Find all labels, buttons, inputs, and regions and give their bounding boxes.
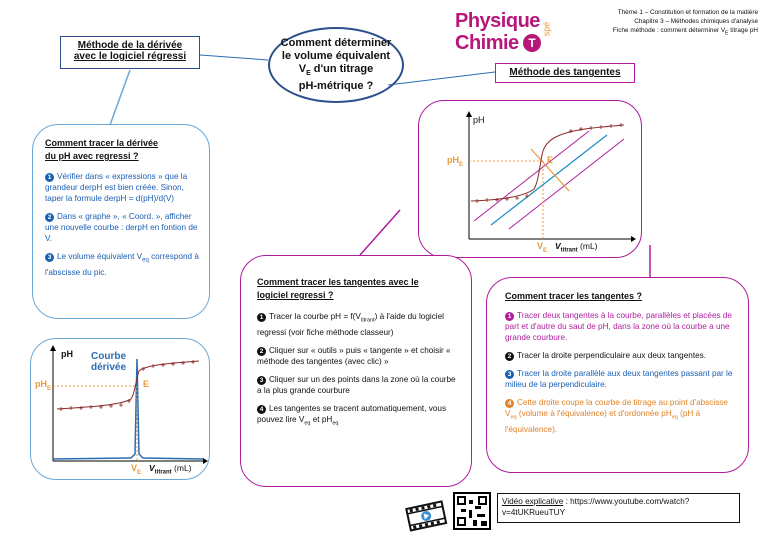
central-question [268,27,404,103]
central-question-line-2: le volume équivalent [281,50,391,62]
tangent-graph-VE: $V_E$ [537,241,548,254]
regressi-step-4: 4 Les tangentes se tracent automatiquement, vous pouvez lire $V_{eq}$ et $pH_{eq}$ [257,403,447,427]
tangents-step-2: 2 Tracer la droite perpendiculaire aux deux tangentes. [505,350,738,361]
derivative-howto-box [32,124,210,319]
logo-word-physique: Physique [455,10,540,32]
tangents-howto-title: Comment tracer les tangentes ? [505,291,643,301]
tangent-graph-E: E [547,155,554,165]
derivative-step-1: 1 Vérifier dans « expressions » que la grandeur derpH est bien créée. Sinon, taper la formule derpH = d(pH)/d(V) [45,172,188,203]
theme-line-2: Chapitre 3 – Méthodes chimiques d'analyse [634,18,758,25]
derivative-graph-phE: $pH_E$ [35,379,52,392]
tangent-graph-x-label: $V_{titrant}$ (mL) [555,241,598,254]
derivative-graph-x-label: $V_{titrant}$ (mL) [149,463,192,476]
derivative-graph-y-label: pH [61,349,73,359]
tangents-step-3: 3 Tracer la droite parallèle aux deux tangentes passant par le milieu de la perpendiculaire. [505,369,733,389]
derivative-method-title-line-1: Méthode de la dérivée [77,40,183,51]
tangents-howto-box [486,277,749,473]
logo-word-chimie: Chimie [455,32,519,54]
derivative-graph-E: E [143,379,150,389]
theme-line-3: Fiche méthode : comment déterminer $V_E$ titrage pH [612,27,758,37]
derivative-howto-title: Comment tracer la dérivée du pH avec regressi ? [45,138,159,161]
tangent-method-title: Méthode des tangentes [495,63,635,83]
video-link-box[interactable] [497,493,740,523]
qr-code-icon[interactable] [453,492,491,530]
regressi-tangents-title: Comment tracer les tangentes avec le logiciel regressi ? [257,277,419,300]
film-play-icon [404,497,448,533]
derivative-method-title-line-2: avec le logiciel régressi [73,51,187,62]
theme-line-1: Thème 1 – Constitution et formation de la matière [617,9,758,16]
central-question-line-4: pH-métrique ? [298,80,374,93]
video-url[interactable]: : https://www.youtube.com/watch?v=4tUKRueuTUY [502,497,690,517]
derivative-method-title [60,36,200,69]
derivative-legend: Courbe dérivée [91,351,127,373]
derivative-step-2: 2 Dans « graphe », « Coord. », afficher une nouvelle courbe : derpH en fontion de V. [45,212,198,243]
central-question-line-3: $V_E$ d'un titrage [298,63,374,78]
tangent-graph [419,101,641,257]
regressi-step-3: 3 Cliquer sur un des points dans la zone où la courbe a la plus grande courbure [257,374,456,395]
tangents-step-4: 4 Cette droite coupe la courbe de titrage au point d'abscisse $V_{eq}$ (volume à l'équivalence) et d'ordonnée $pH_{eq}$ (pH à l'équivalence). [505,398,728,434]
logo-tag: spé [541,21,552,37]
tangent-graph-box [418,100,642,258]
tangent-graph-y-label: pH [473,115,485,125]
tangent-graph-phE: $pH_E$ [447,155,464,168]
logo-badge: T [523,34,541,52]
regressi-tangents-box [240,255,472,487]
tangents-step-1: 1 Tracer deux tangentes à la courbe, parallèles et placées de part et d'autre du saut de pH, dans la zone où la courbe a une grande courbure. [505,311,732,342]
central-question-line-1: Comment déterminer [280,37,392,49]
video-label: Vidéo explicative [502,497,564,506]
derivative-step-3: 3 Le volume équivalent $V_{eq}$ correspond à l'abscisse du pic. [45,252,199,277]
regressi-step-2: 2 Cliquer sur « outils » puis « tangente » et choisir « méthode des tangentes (avec clic) » [257,345,451,366]
derivative-graph-box [30,338,210,480]
derivative-graph-VE: $V_E$ [131,463,142,476]
regressi-step-1: 1 Tracer la courbe pH = $f(V_{titrant})$ à l'aide du logiciel regressi (voir fiche méthode classeur) [257,312,444,337]
